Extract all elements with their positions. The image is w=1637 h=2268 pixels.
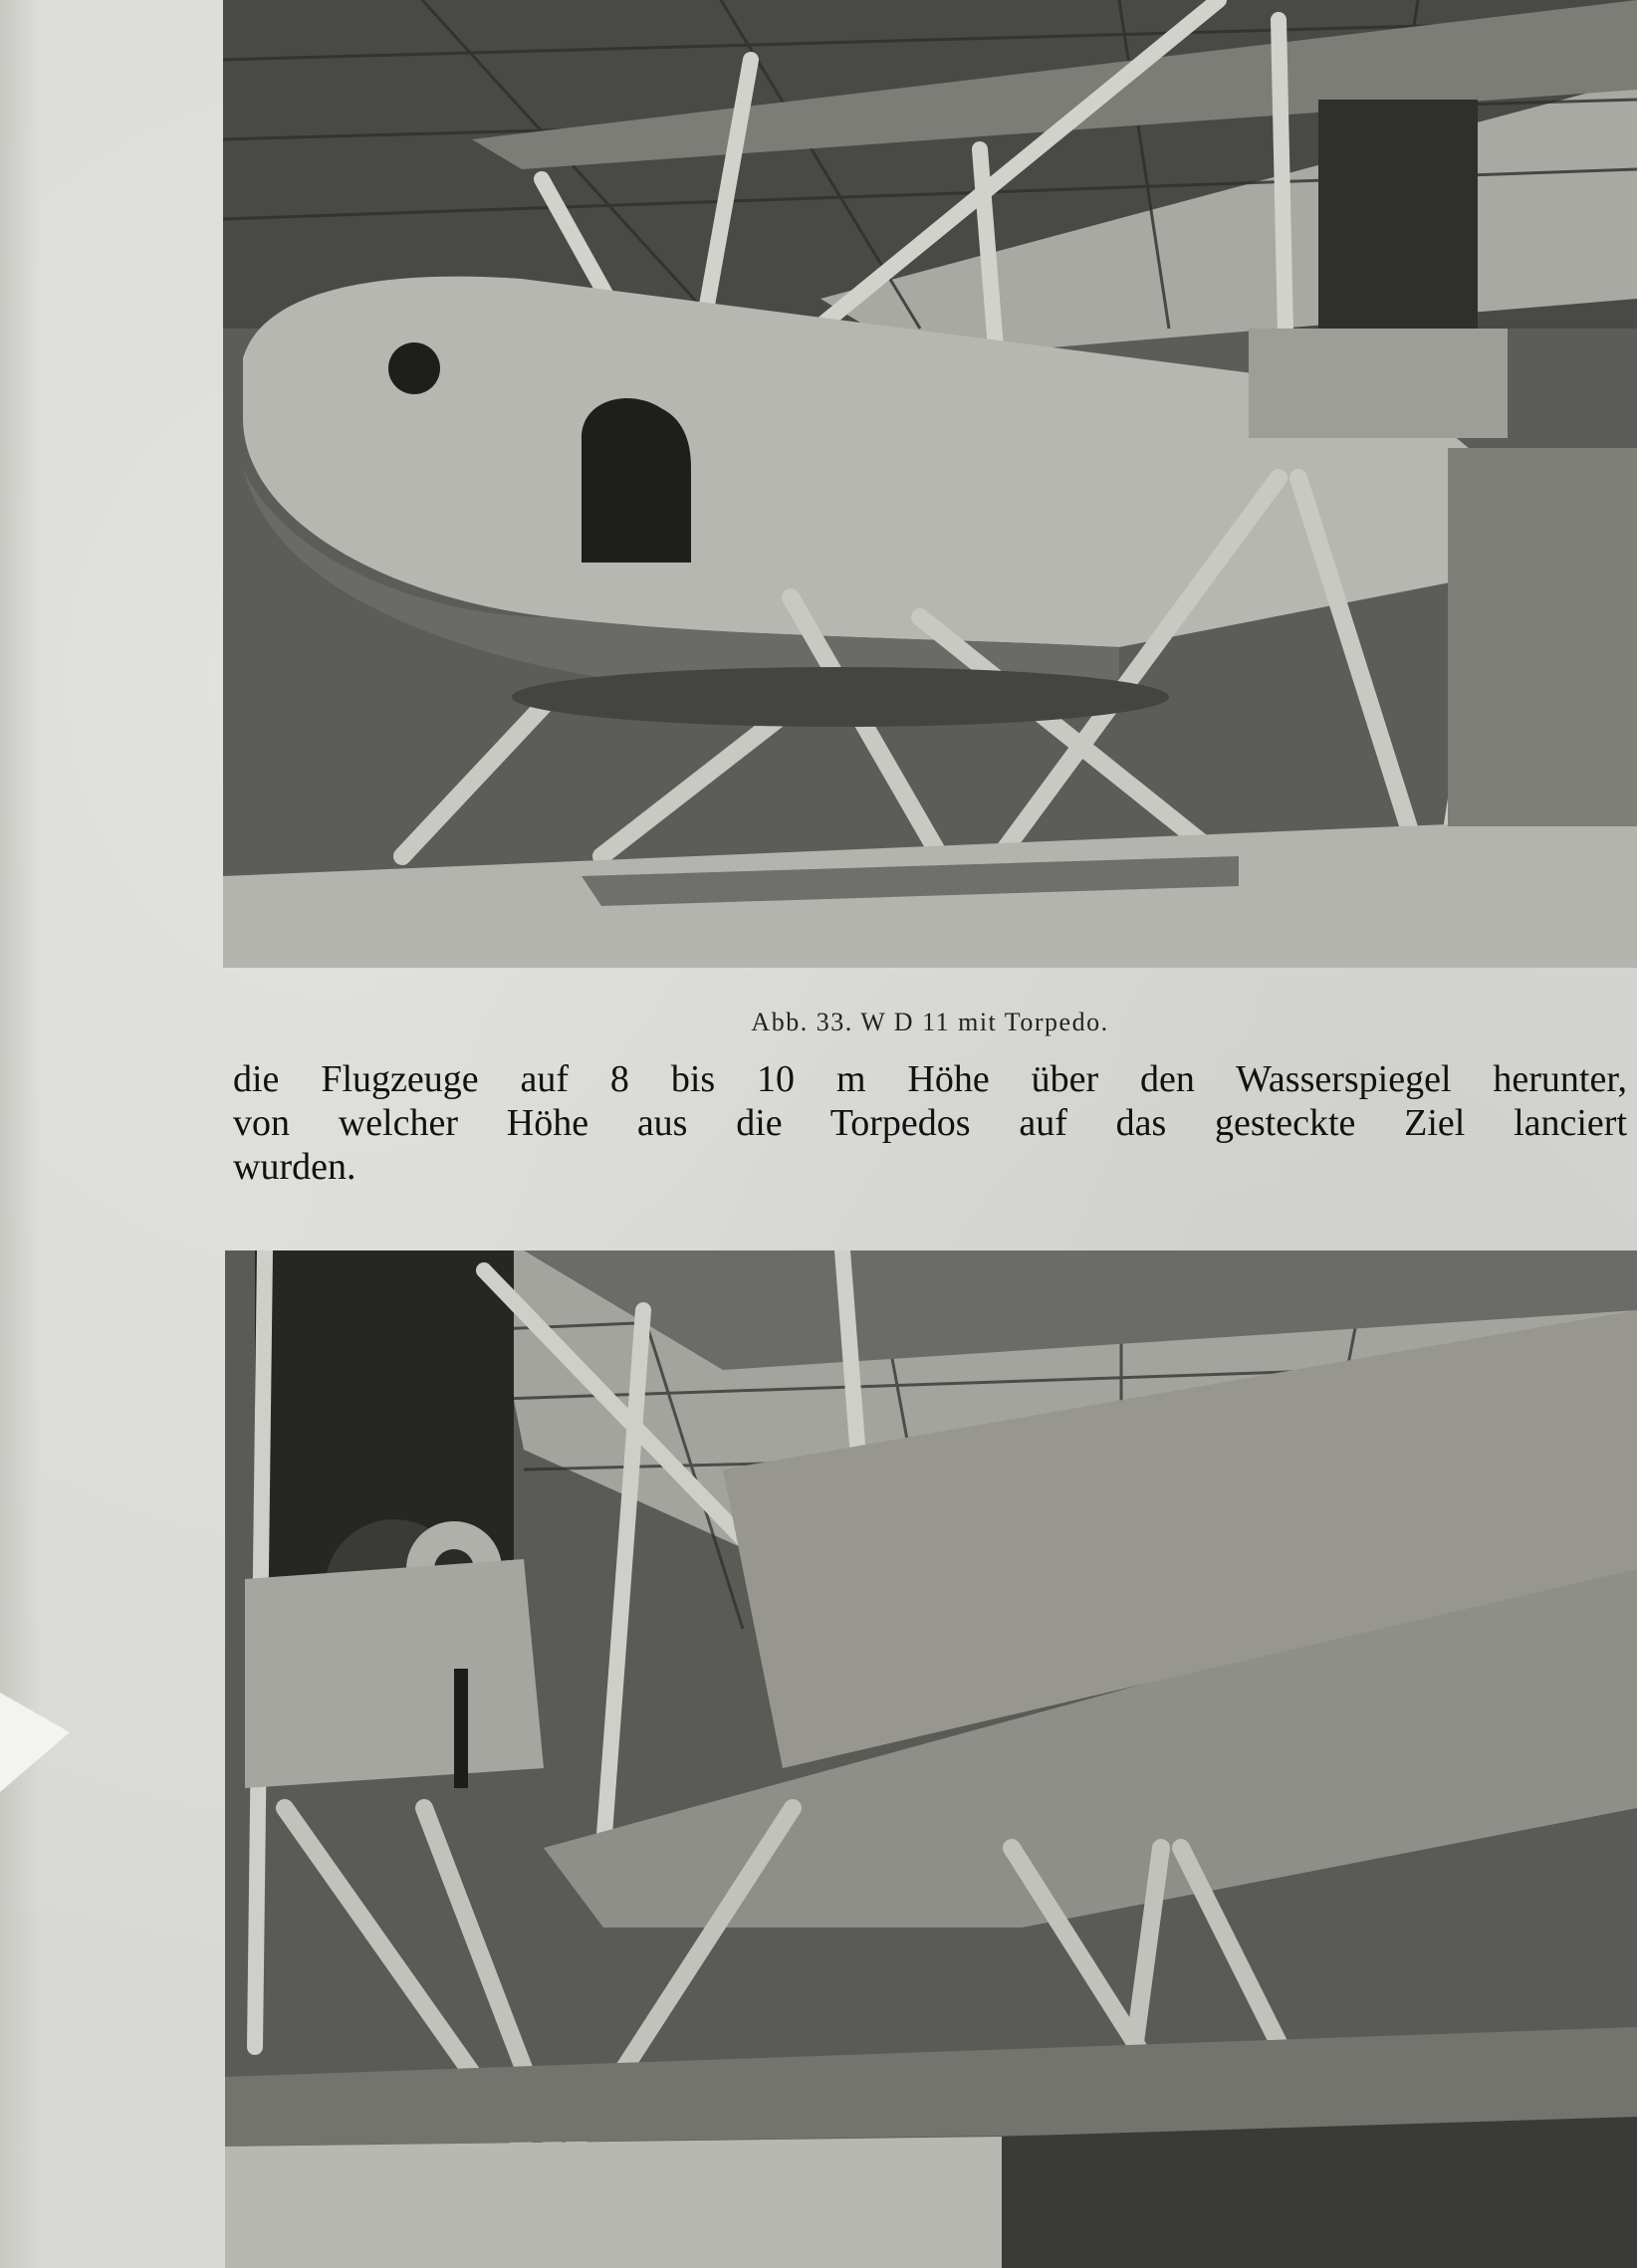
photo-wd11-torpedo: [223, 0, 1637, 968]
figure-caption: Abb. 33. W D 11 mit Torpedo.: [751, 1008, 1109, 1036]
photo-seaplane-engine-wing: [225, 1250, 1637, 2268]
page-edge-shadow: [0, 0, 40, 2268]
paragraph-line: wurden.: [233, 1146, 356, 1188]
photo-bottom-illustration: [225, 1250, 1637, 2268]
paragraph-line: die Flugzeuge auf 8 bis 10 m Höhe über den Wasserspiegel herunter,: [233, 1058, 1627, 1100]
paragraph-line: von welcher Höhe aus die Torpedos auf das gesteckte Ziel lanciert: [233, 1102, 1627, 1144]
body-paragraph: [233, 1057, 1627, 1189]
photo-top-illustration: [223, 0, 1637, 968]
torn-paper-mark: [0, 1693, 70, 1792]
